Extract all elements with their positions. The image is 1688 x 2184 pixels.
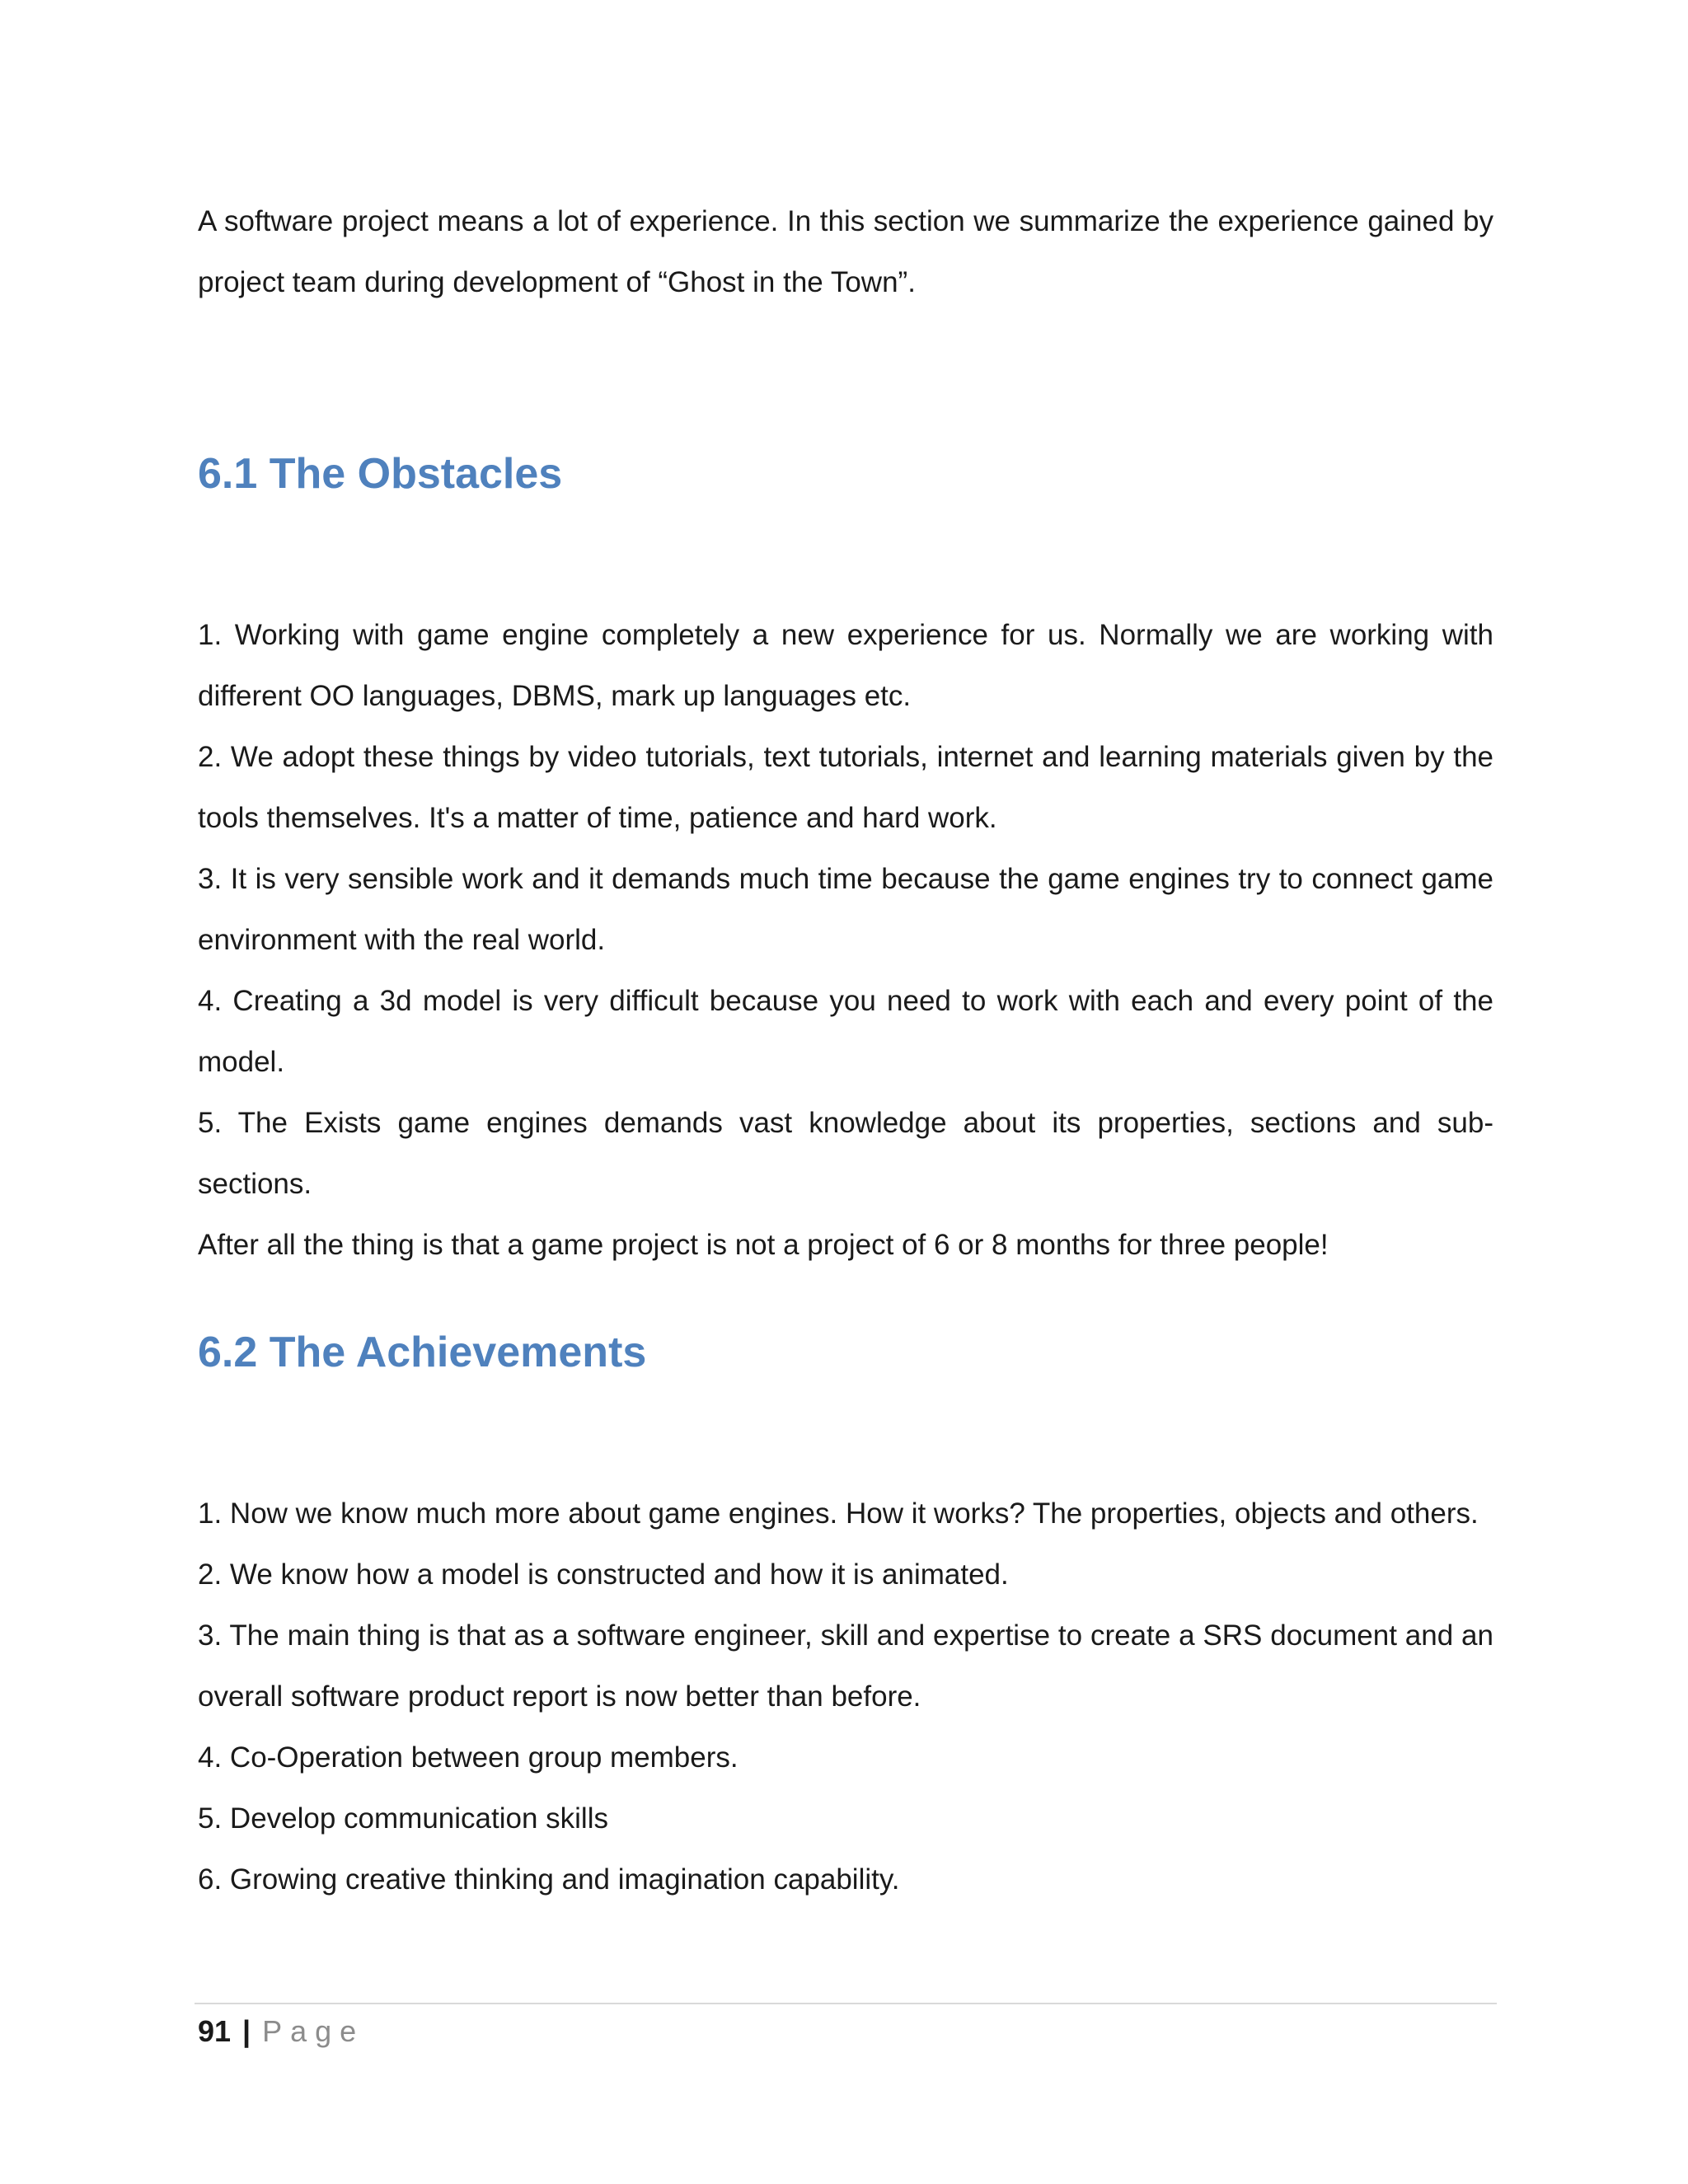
list-item: 2. We know how a model is constructed and how it is animated. bbox=[198, 1558, 1009, 1591]
achievements-list bbox=[198, 1483, 1493, 1910]
list-item: 6. Growing creative thinking and imagination capability. bbox=[198, 1863, 900, 1896]
footer-page-label: Page bbox=[262, 2014, 365, 2048]
section-heading-obstacles: 6.1 The Obstacles bbox=[198, 450, 563, 498]
page-content bbox=[198, 191, 1493, 1910]
list-item: 3. It is very sensible work and it demands much time because the game engines try to connect game environment with the real world. bbox=[198, 863, 1493, 956]
list-item: 4. Co-Operation between group members. bbox=[198, 1741, 738, 1774]
list-item: 5. The Exists game engines demands vast knowledge about its properties, sections and sub-sections. bbox=[198, 1107, 1493, 1200]
list-item: 1. Working with game engine completely a new experience for us. Normally we are working with different OO languages, DBMS, mark up languages etc. bbox=[198, 619, 1493, 712]
list-item: 3. The main thing is that as a software engineer, skill and expertise to create a SRS document and an overall software product report is now better than before. bbox=[198, 1619, 1493, 1713]
section-obstacles-heading-wrap bbox=[198, 445, 1493, 503]
obstacles-closing: After all the thing is that a game project is not a project of 6 or 8 months for three people! bbox=[198, 1229, 1329, 1261]
section-heading-achievements: 6.2 The Achievements bbox=[198, 1329, 647, 1376]
intro-paragraph: A software project means a lot of experience. In this section we summarize the experience gained by project team during development of “Ghost in the Town”. bbox=[198, 205, 1493, 298]
list-item: 5. Develop communication skills bbox=[198, 1802, 608, 1835]
page-footer bbox=[198, 2011, 364, 2052]
footer-divider bbox=[195, 2003, 1497, 2004]
list-item: 1. Now we know much more about game engines. How it works? The properties, objects and others. bbox=[198, 1497, 1479, 1530]
list-item: 2. We adopt these things by video tutorials, text tutorials, internet and learning materials given by the tools themselves. It's a matter of time, patience and hard work. bbox=[198, 741, 1493, 834]
footer-separator: | bbox=[242, 2014, 251, 2048]
obstacles-list bbox=[198, 605, 1493, 1276]
page-number: 91 bbox=[198, 2014, 232, 2048]
list-item: 4. Creating a 3d model is very difficult because you need to work with each and every point of the model. bbox=[198, 985, 1493, 1078]
section-achievements-heading-wrap bbox=[198, 1324, 1493, 1381]
